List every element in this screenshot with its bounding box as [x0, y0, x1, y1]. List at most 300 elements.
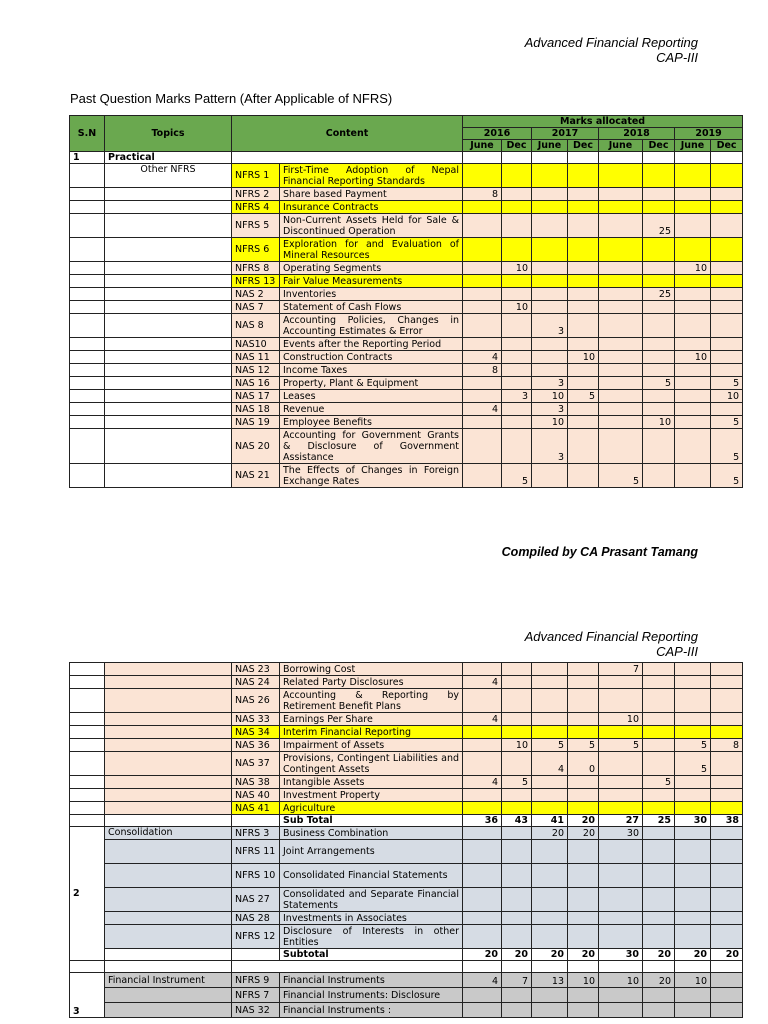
- mark-cell: 10: [532, 416, 568, 429]
- mark-cell: [643, 238, 675, 262]
- mark-cell: [568, 802, 599, 815]
- standard-title: Insurance Contracts: [280, 201, 463, 214]
- standard-title: The Effects of Changes in Foreign Exchange Rates: [280, 464, 463, 488]
- mark-cell: 3: [532, 314, 568, 338]
- standard-title: Impairment of Assets: [280, 739, 463, 752]
- sn-cell: [70, 429, 105, 464]
- table-row: [70, 288, 743, 301]
- standard-title: Events after the Reporting Period: [280, 338, 463, 351]
- subtotal-value: 20: [643, 949, 675, 961]
- standard-code: NAS 12: [232, 364, 280, 377]
- mark-cell: [599, 776, 643, 789]
- mark-cell: [643, 676, 675, 689]
- header-course: Advanced Financial Reporting: [524, 35, 698, 50]
- standard-code: NAS 24: [232, 676, 280, 689]
- standard-title: First-Time Adoption of Nepal Financial Reporting Standards: [280, 164, 463, 188]
- mark-cell: [568, 364, 599, 377]
- standard-title: Employee Benefits: [280, 416, 463, 429]
- table-row: [70, 351, 743, 364]
- mark-cell: [643, 726, 675, 739]
- mark-cell: 10: [675, 973, 711, 988]
- mark-cell: 10: [568, 973, 599, 988]
- table-row: [70, 925, 743, 949]
- subtotal-value: 20: [463, 949, 502, 961]
- mark-cell: [711, 925, 743, 949]
- standard-title: Fair Value Measurements: [280, 275, 463, 288]
- mark-cell: [643, 201, 675, 214]
- table-row: [70, 164, 743, 188]
- mark-cell: [643, 988, 675, 1003]
- mark-cell: [568, 188, 599, 201]
- mark-cell: [532, 776, 568, 789]
- mark-cell: [502, 164, 532, 188]
- subtotal-label: Subtotal: [280, 949, 463, 961]
- marks-allocated-header: Marks allocated: [463, 116, 743, 128]
- mark-cell: [532, 364, 568, 377]
- mark-cell: [463, 888, 502, 912]
- mark-cell: [463, 416, 502, 429]
- mark-cell: [568, 377, 599, 390]
- mark-cell: [675, 429, 711, 464]
- mark-cell: [643, 364, 675, 377]
- mark-cell: [643, 888, 675, 912]
- mark-cell: 8: [463, 364, 502, 377]
- mark-cell: 5: [599, 739, 643, 752]
- sn-cell: [70, 726, 105, 739]
- sn-cell: [70, 314, 105, 338]
- topic-cell: [105, 301, 232, 314]
- mark-cell: [675, 776, 711, 789]
- mark-cell: [675, 689, 711, 713]
- mark-cell: [463, 429, 502, 464]
- mark-cell: [711, 827, 743, 840]
- mark-cell: [502, 314, 532, 338]
- mark-cell: [532, 663, 568, 676]
- mark-cell: [643, 752, 675, 776]
- sn-cell: [70, 288, 105, 301]
- mark-cell: [711, 1003, 743, 1018]
- mark-cell: [502, 351, 532, 364]
- sn-cell: [70, 188, 105, 201]
- mark-cell: [643, 164, 675, 188]
- mark-cell: [502, 912, 532, 925]
- standard-code: NFRS 1: [232, 164, 280, 188]
- standard-title: Intangible Assets: [280, 776, 463, 789]
- mark-cell: [675, 164, 711, 188]
- mark-cell: [502, 864, 532, 888]
- topic-cell: Other NFRS: [105, 164, 232, 188]
- sn-cell: [70, 464, 105, 488]
- mark-cell: 4: [463, 713, 502, 726]
- table-row: [70, 739, 743, 752]
- mark-cell: [532, 988, 568, 1003]
- mark-cell: [502, 201, 532, 214]
- sn-cell: [70, 676, 105, 689]
- mark-cell: [502, 288, 532, 301]
- mark-cell: [643, 925, 675, 949]
- table-row: [70, 238, 743, 262]
- term-header: Dec: [643, 140, 675, 152]
- mark-cell: 7: [599, 663, 643, 676]
- topic-cell: [105, 201, 232, 214]
- topic-cell: [105, 390, 232, 403]
- mark-cell: [599, 864, 643, 888]
- mark-cell: [502, 416, 532, 429]
- mark-cell: [599, 164, 643, 188]
- sn-cell: [70, 752, 105, 776]
- subtotal-value: 20: [568, 815, 599, 827]
- mark-cell: [599, 364, 643, 377]
- standard-code: NAS10: [232, 338, 280, 351]
- mark-cell: [643, 864, 675, 888]
- sn-cell: [70, 776, 105, 789]
- mark-cell: 5: [675, 739, 711, 752]
- standard-code: NFRS 8: [232, 262, 280, 275]
- mark-cell: [502, 925, 532, 949]
- topic-cell: [105, 912, 232, 925]
- mark-cell: 4: [463, 403, 502, 416]
- mark-cell: [532, 689, 568, 713]
- sn-cell: [70, 739, 105, 752]
- mark-cell: [568, 288, 599, 301]
- mark-cell: [675, 301, 711, 314]
- mark-cell: [502, 840, 532, 864]
- standard-title: Financial Instruments :: [280, 1003, 463, 1018]
- mark-cell: [502, 663, 532, 676]
- topic-cell: [105, 739, 232, 752]
- mark-cell: [463, 739, 502, 752]
- standard-code: NFRS 2: [232, 188, 280, 201]
- mark-cell: [599, 390, 643, 403]
- mark-cell: [599, 789, 643, 802]
- sn-cell: 2: [70, 827, 105, 961]
- mark-cell: [599, 840, 643, 864]
- mark-cell: [463, 752, 502, 776]
- sn-cell: [70, 262, 105, 275]
- topic-cell: [105, 351, 232, 364]
- topic-cell: [105, 1003, 232, 1018]
- sn-cell: [70, 416, 105, 429]
- table-row: [70, 188, 743, 201]
- standard-code: NAS 36: [232, 739, 280, 752]
- mark-cell: [643, 188, 675, 201]
- topic-cell: [105, 888, 232, 912]
- mark-cell: 25: [643, 214, 675, 238]
- mark-cell: 10: [643, 416, 675, 429]
- subtotal-value: 36: [463, 815, 502, 827]
- mark-cell: [711, 201, 743, 214]
- topic-cell: [105, 238, 232, 262]
- mark-cell: [643, 1003, 675, 1018]
- sn-cell: [70, 338, 105, 351]
- topic-cell: [105, 689, 232, 713]
- standard-title: Consolidated and Separate Financial Statements: [280, 888, 463, 912]
- mark-cell: [643, 713, 675, 726]
- mark-cell: [532, 789, 568, 802]
- mark-cell: 20: [643, 973, 675, 988]
- standard-title: Consolidated Financial Statements: [280, 864, 463, 888]
- marks-table-page-2: [69, 662, 743, 1018]
- mark-cell: [502, 275, 532, 288]
- standard-title: Financial Instruments: Disclosure: [280, 988, 463, 1003]
- mark-cell: [643, 390, 675, 403]
- topic-cell: [105, 663, 232, 676]
- mark-cell: 4: [463, 776, 502, 789]
- sn-cell: [70, 214, 105, 238]
- mark-cell: [711, 238, 743, 262]
- table-row: [70, 973, 743, 988]
- year-header: 2016: [463, 128, 532, 140]
- standard-code: NAS 34: [232, 726, 280, 739]
- mark-cell: [532, 726, 568, 739]
- mark-cell: [643, 429, 675, 464]
- mark-cell: 10: [675, 351, 711, 364]
- mark-cell: [532, 262, 568, 275]
- mark-cell: [599, 377, 643, 390]
- standard-code: NAS 40: [232, 789, 280, 802]
- standard-code: NAS 2: [232, 288, 280, 301]
- mark-cell: [599, 301, 643, 314]
- mark-cell: [463, 464, 502, 488]
- standard-title: Agriculture: [280, 802, 463, 815]
- mark-cell: [711, 676, 743, 689]
- term-header: Dec: [568, 140, 599, 152]
- topic-cell: [105, 815, 232, 827]
- standard-title: Investments in Associates: [280, 912, 463, 925]
- sn-cell: [70, 377, 105, 390]
- mark-cell: [502, 689, 532, 713]
- mark-cell: 3: [532, 403, 568, 416]
- table-row: [70, 864, 743, 888]
- mark-cell: [568, 262, 599, 275]
- mark-cell: [568, 713, 599, 726]
- mark-cell: [643, 351, 675, 364]
- standard-title: Share based Payment: [280, 188, 463, 201]
- mark-cell: [643, 464, 675, 488]
- mark-cell: [675, 864, 711, 888]
- mark-cell: [502, 789, 532, 802]
- year-header: 2017: [532, 128, 599, 140]
- mark-cell: 5: [599, 464, 643, 488]
- topic-cell: Financial Instrument: [105, 973, 232, 988]
- standard-title: Statement of Cash Flows: [280, 301, 463, 314]
- subtotal-label: Sub Total: [280, 815, 463, 827]
- mark-cell: [502, 827, 532, 840]
- mark-cell: 10: [502, 262, 532, 275]
- header-course: Advanced Financial Reporting: [524, 629, 698, 644]
- mark-cell: [463, 663, 502, 676]
- mark-cell: [463, 390, 502, 403]
- table-row: [70, 689, 743, 713]
- mark-cell: [599, 238, 643, 262]
- mark-cell: [675, 275, 711, 288]
- mark-cell: [711, 164, 743, 188]
- mark-cell: [711, 713, 743, 726]
- mark-cell: 10: [502, 739, 532, 752]
- topic-cell: [105, 713, 232, 726]
- sn-cell: [70, 815, 105, 827]
- standard-title: Leases: [280, 390, 463, 403]
- mark-cell: [463, 338, 502, 351]
- mark-cell: [532, 201, 568, 214]
- mark-cell: [532, 1003, 568, 1018]
- mark-cell: 10: [675, 262, 711, 275]
- table-row: [70, 888, 743, 912]
- standard-code: NAS 23: [232, 663, 280, 676]
- topic-cell: [105, 364, 232, 377]
- compiled-by-credit: Compiled by CA Prasant Tamang: [501, 545, 698, 559]
- standard-code: NFRS 11: [232, 840, 280, 864]
- mark-cell: [643, 827, 675, 840]
- mark-cell: [711, 689, 743, 713]
- mark-cell: [532, 912, 568, 925]
- mark-cell: [675, 925, 711, 949]
- mark-cell: 5: [711, 464, 743, 488]
- table-row: [70, 262, 743, 275]
- mark-cell: [463, 827, 502, 840]
- mark-cell: 10: [711, 390, 743, 403]
- mark-cell: [599, 802, 643, 815]
- mark-cell: [463, 238, 502, 262]
- mark-cell: [675, 888, 711, 912]
- mark-cell: [463, 689, 502, 713]
- topic-cell: [105, 949, 232, 961]
- sn-cell: [70, 802, 105, 815]
- mark-cell: [463, 314, 502, 338]
- mark-cell: [599, 351, 643, 364]
- standard-title: Revenue: [280, 403, 463, 416]
- standard-code: NFRS 9: [232, 973, 280, 988]
- table-row: [70, 201, 743, 214]
- table-row: [70, 416, 743, 429]
- mark-cell: [711, 840, 743, 864]
- standard-title: Non-Current Assets Held for Sale & Discontinued Operation: [280, 214, 463, 238]
- standard-code: NAS 21: [232, 464, 280, 488]
- topic-cell: [105, 464, 232, 488]
- mark-cell: [568, 789, 599, 802]
- term-header: June: [599, 140, 643, 152]
- table-row: [70, 726, 743, 739]
- mark-cell: [711, 973, 743, 988]
- mark-cell: [675, 663, 711, 676]
- mark-cell: [463, 864, 502, 888]
- mark-cell: 10: [568, 351, 599, 364]
- mark-cell: [463, 726, 502, 739]
- sn-header: S.N: [70, 116, 105, 152]
- standard-code: NAS 16: [232, 377, 280, 390]
- term-header: June: [463, 140, 502, 152]
- mark-cell: [463, 840, 502, 864]
- mark-cell: [502, 377, 532, 390]
- mark-cell: 0: [568, 752, 599, 776]
- mark-cell: 5: [568, 390, 599, 403]
- standard-code: NAS 33: [232, 713, 280, 726]
- mark-cell: [463, 1003, 502, 1018]
- mark-cell: [711, 188, 743, 201]
- mark-cell: 4: [463, 973, 502, 988]
- topic-cell: [105, 988, 232, 1003]
- standard-title: Exploration for and Evaluation of Mineral Resources: [280, 238, 463, 262]
- subtotal-value: 30: [599, 949, 643, 961]
- mark-cell: [568, 1003, 599, 1018]
- table-row: [70, 377, 743, 390]
- mark-cell: [599, 888, 643, 912]
- topic-cell: Consolidation: [105, 827, 232, 840]
- subtotal-value: 20: [532, 949, 568, 961]
- mark-cell: [532, 188, 568, 201]
- standard-title: Income Taxes: [280, 364, 463, 377]
- mark-cell: 10: [502, 301, 532, 314]
- standard-title: Business Combination: [280, 827, 463, 840]
- mark-cell: [643, 789, 675, 802]
- mark-cell: 10: [532, 390, 568, 403]
- mark-cell: [675, 827, 711, 840]
- mark-cell: [675, 988, 711, 1003]
- mark-cell: [599, 689, 643, 713]
- standard-title: Provisions, Contingent Liabilities and Contingent Assets: [280, 752, 463, 776]
- mark-cell: [675, 1003, 711, 1018]
- topic-cell: [105, 676, 232, 689]
- standard-code: NAS 18: [232, 403, 280, 416]
- mark-cell: [599, 288, 643, 301]
- subtotal-value: 38: [711, 815, 743, 827]
- mark-cell: [675, 713, 711, 726]
- mark-cell: [711, 403, 743, 416]
- standard-code: NAS 41: [232, 802, 280, 815]
- mark-cell: 5: [711, 377, 743, 390]
- mark-cell: 5: [643, 776, 675, 789]
- table-row: [70, 663, 743, 676]
- mark-cell: [711, 988, 743, 1003]
- topic-cell: [105, 840, 232, 864]
- mark-cell: [711, 214, 743, 238]
- mark-cell: [568, 776, 599, 789]
- mark-cell: [568, 925, 599, 949]
- table-row: [70, 676, 743, 689]
- mark-cell: [463, 275, 502, 288]
- mark-cell: [599, 338, 643, 351]
- page-header-1: [525, 35, 698, 65]
- subtotal-value: 41: [532, 815, 568, 827]
- mark-cell: [463, 925, 502, 949]
- mark-cell: [532, 713, 568, 726]
- mark-cell: [568, 338, 599, 351]
- mark-cell: [711, 752, 743, 776]
- header-level: CAP-III: [656, 644, 698, 659]
- mark-cell: [568, 888, 599, 912]
- topic-cell: [105, 214, 232, 238]
- standard-code: NFRS 10: [232, 864, 280, 888]
- mark-cell: [502, 676, 532, 689]
- table-row: [70, 390, 743, 403]
- mark-cell: [675, 840, 711, 864]
- table-row: [70, 301, 743, 314]
- mark-cell: [711, 275, 743, 288]
- topic-cell: [105, 377, 232, 390]
- mark-cell: [643, 262, 675, 275]
- mark-cell: [675, 288, 711, 301]
- mark-cell: [463, 377, 502, 390]
- mark-cell: 4: [463, 676, 502, 689]
- topic-cell: [105, 314, 232, 338]
- mark-cell: [675, 390, 711, 403]
- sn-cell: 3: [70, 973, 105, 1018]
- mark-cell: [568, 301, 599, 314]
- table-row: [70, 464, 743, 488]
- mark-cell: [502, 429, 532, 464]
- mark-cell: [675, 201, 711, 214]
- standard-code: NAS 20: [232, 429, 280, 464]
